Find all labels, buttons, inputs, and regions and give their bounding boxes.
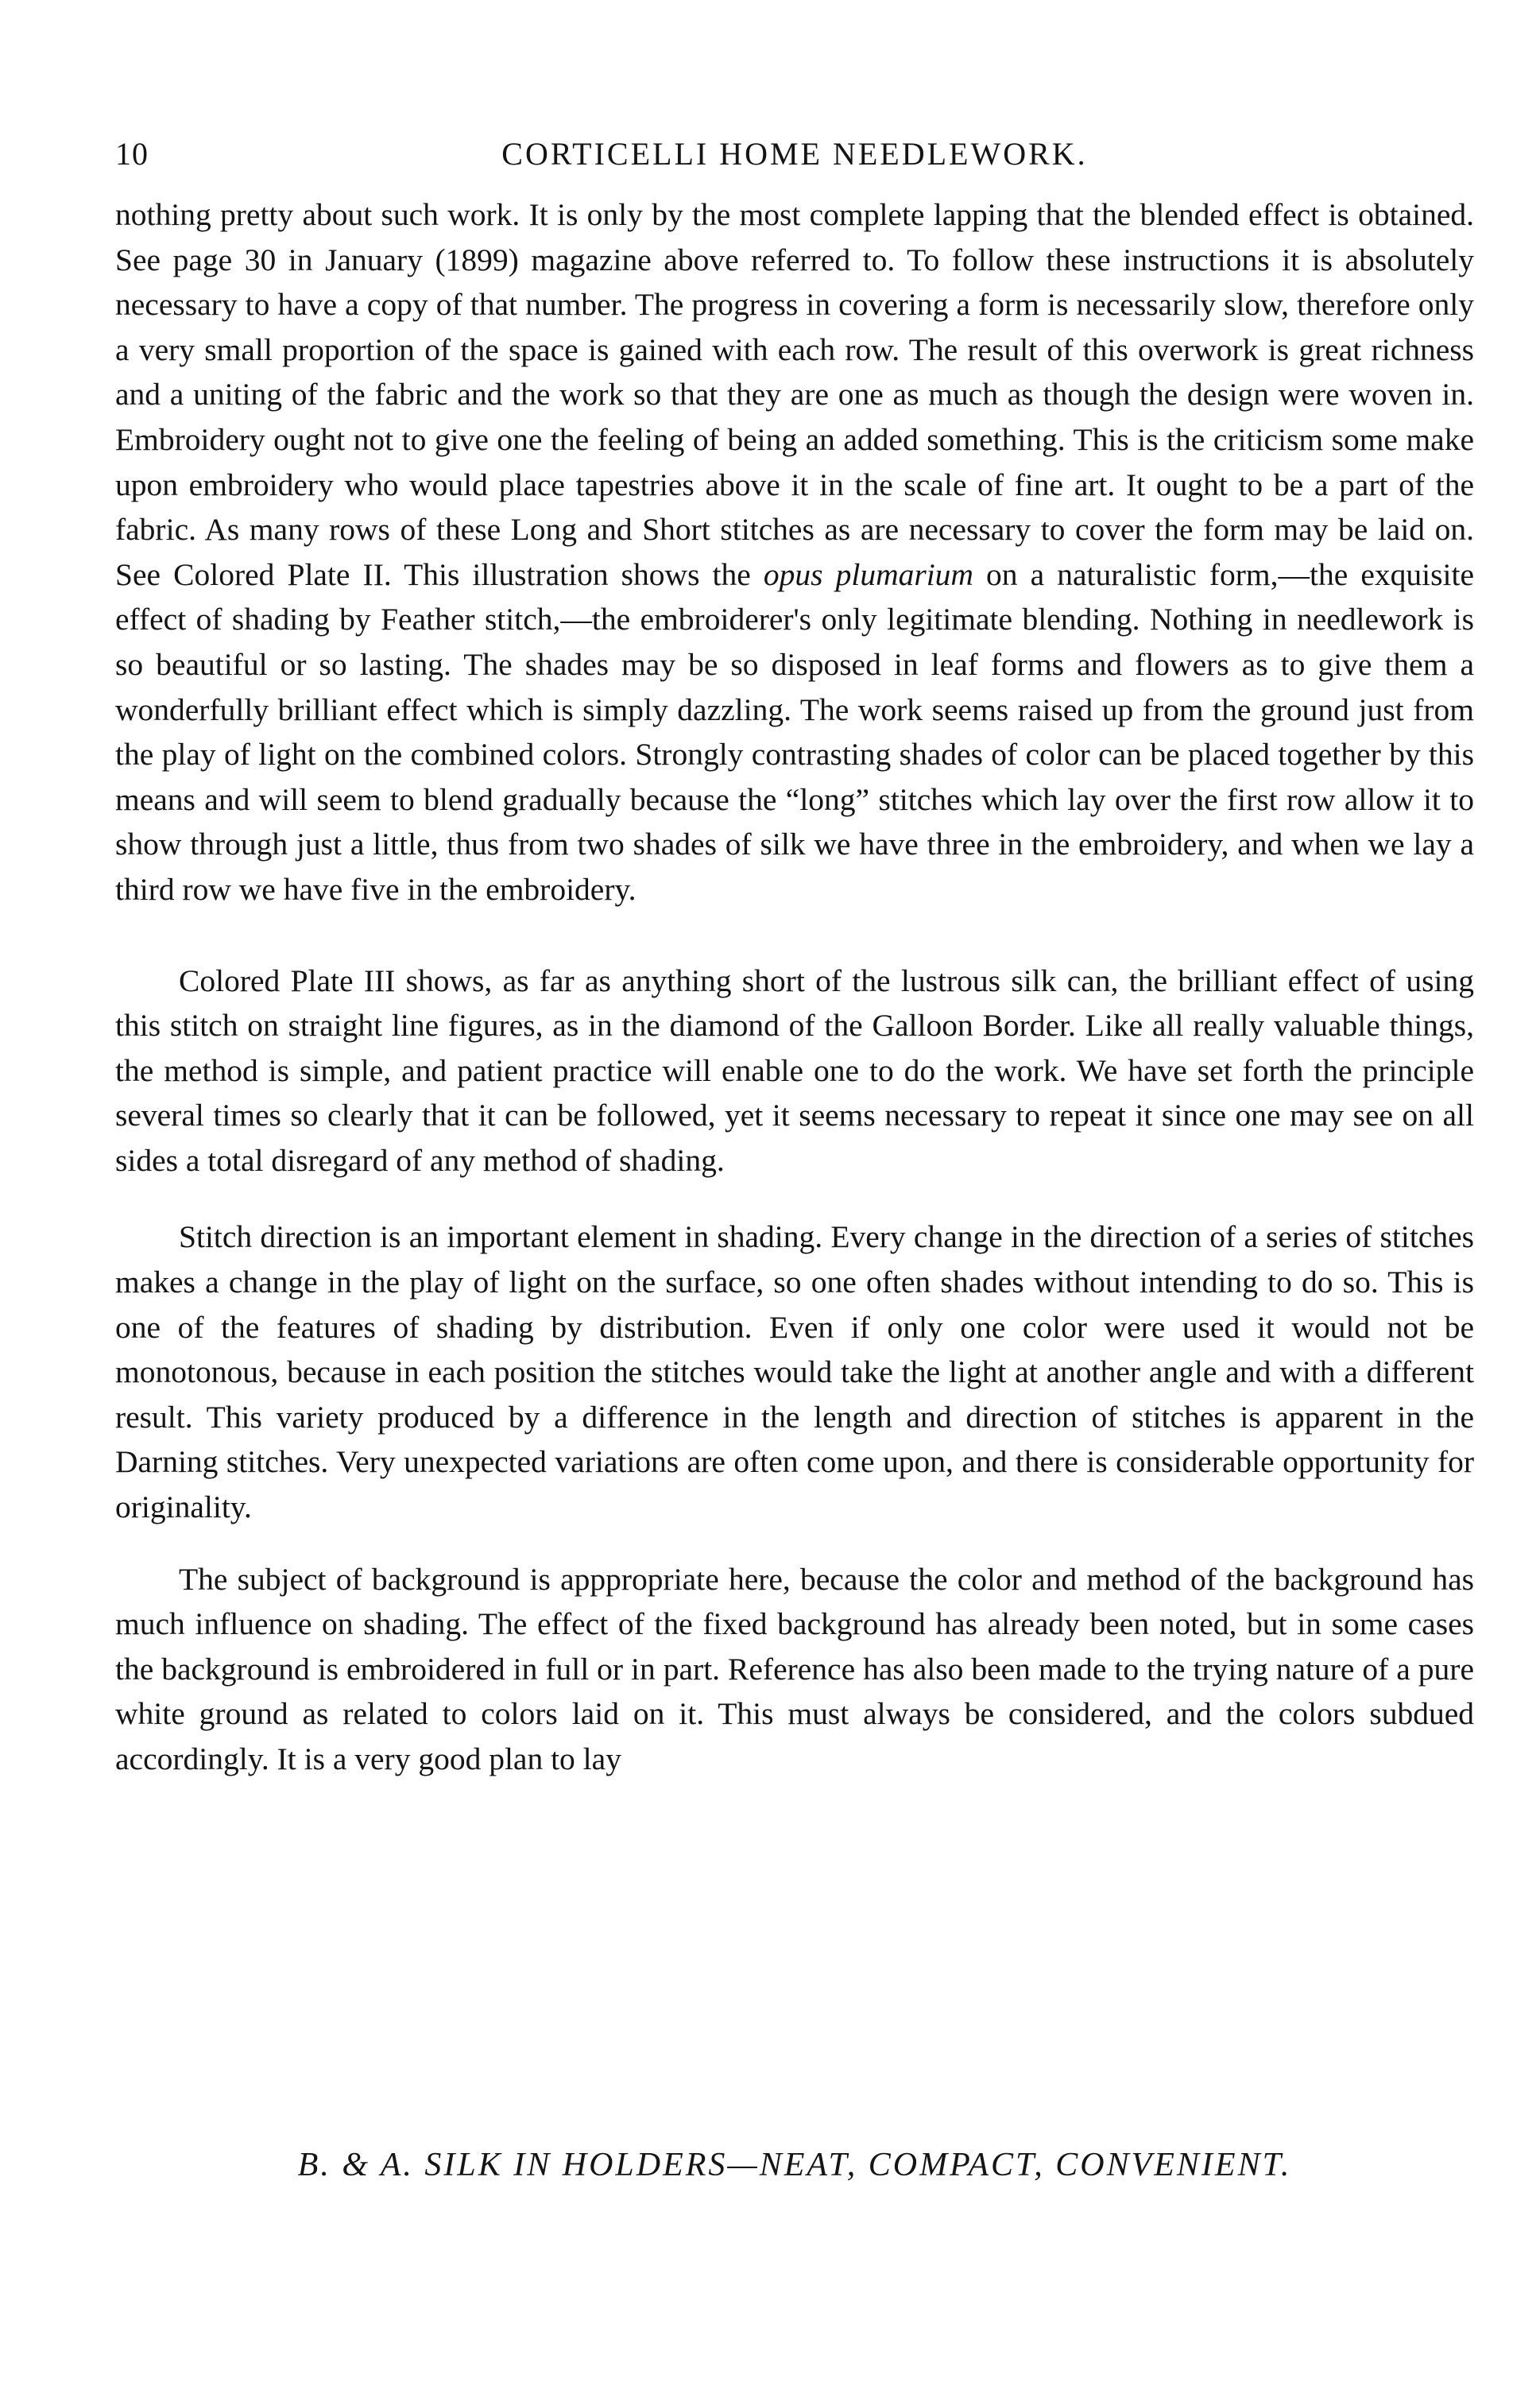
book-page [115, 119, 1474, 1782]
paragraph-opus-plumarium [115, 192, 1474, 912]
paragraph-text: on a naturalistic form,—the exquisite effect of shading by Feather stitch,—the embroiderer's only legitimate blending. Nothing in needlework is so beautiful or so lasting. The shades may be so disposed in leaf forms and flowers as to give them a wonderfully brilliant effect which is simply dazzling. The work seems raised up from the ground just from the play of light on the combined colors. Strongly contrasting shades of color can be placed together by this means and will seem to blend gradually because the “long” stitches which lay over the first row allow it to show through just a little, thus from two shades of silk we have three in the embroidery, and when we lay a third row we have five in the embroidery. [115, 556, 1474, 907]
paragraph-colored-plate: Colored Plate III shows, as far as anything short of the lustrous silk can, the brilliant effect of using this stitch on straight line figures, as in the diamond of the Galloon Border. Like all really valuable things, the method is simple, and patient practice will enable one to do the work. We have set forth the principle several times so clearly that it can be followed, yet it seems necessary to repeat it since one may see on all sides a total disregard of any method of shading. [115, 963, 1474, 1178]
paragraph-background: The subject of background is apppropriate here, because the color and method of the background has much influence on shading. The effect of the fixed background has already been noted, but in some cases the background is embroidered in full or in part. Reference has also been made to the trying nature of a pure white ground as related to colors laid on it. This must always be considered, and the colors subdued accordingly. It is a very good plan to lay [115, 1561, 1474, 1776]
page-number: 10 [115, 136, 149, 172]
footer-advertisement: B. & A. SILK IN HOLDERS—NEAT, COMPACT, CONVENIENT. [297, 2147, 1292, 2183]
running-title: CORTICELLI HOME NEEDLEWORK. [501, 136, 1088, 172]
italic-term: opus plumarium [763, 556, 973, 592]
paragraph-stitch-direction: Stitch direction is an important element in shading. Every change in the direction of a series of stitches makes a change in the play of light on the surface, so one often shades without intending to do so. This is one of the features of shading by distribution. Even if only one color were used it would not be monotonous, because in each position the stitches would take the light at another angle and with a different result. This variety produced by a difference in the length and direction of stitches is apparent in the Darning stitches. Very unexpected variations are often come upon, and there is considerable opportunity for originality. [115, 1219, 1474, 1525]
page-header [115, 119, 1474, 183]
body-text [115, 192, 1474, 1782]
paragraph-text: nothing pretty about such work. It is only by the most complete lapping that the blended effect is obtained. See page 30 in January (1899) magazine above referred to. To follow these instructions it is absolutely necessary to have a copy of that number. The progress in covering a form is necessarily slow, therefore only a very small proportion of the space is gained with each row. The result of this overwork is great richness and a uniting of the fabric and the work so that they are one as much as though the design were woven in. Embroidery ought not to give one the feeling of being an added something. This is the criticism some make upon embroidery who would place tapestries above it in the scale of fine art. It ought to be a part of the fabric. As many rows of these Long and Short stitches as are necessary to cover the form may be laid on. See Colored Plate II. This illustration shows the [115, 197, 1474, 592]
